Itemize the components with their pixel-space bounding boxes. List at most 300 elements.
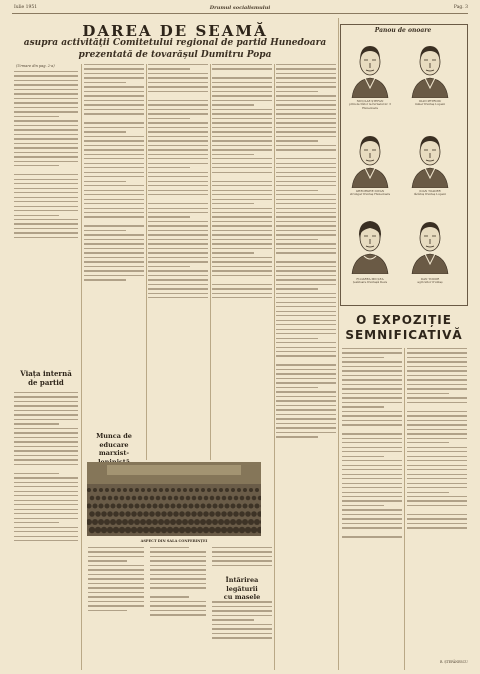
text-line — [148, 82, 208, 83]
audience-head — [165, 504, 170, 509]
text-line — [14, 201, 78, 202]
text-line — [148, 279, 208, 280]
audience-head — [93, 504, 98, 509]
text-line — [14, 396, 78, 397]
exhibition-title-1: O EXPOZIȚIE — [356, 313, 452, 327]
text-line — [407, 496, 467, 497]
text-line — [276, 145, 336, 146]
text-line — [148, 77, 208, 78]
text-line — [148, 118, 190, 119]
audience-head — [252, 496, 257, 501]
column-rule-4 — [274, 64, 275, 670]
text-line — [84, 145, 144, 146]
text-line — [148, 127, 208, 128]
text-line — [342, 496, 402, 497]
text-line — [84, 234, 144, 235]
audience-head — [176, 519, 182, 525]
audience-head — [101, 511, 107, 517]
audience-head — [144, 496, 149, 501]
audience-head — [200, 519, 206, 525]
text-line — [276, 95, 336, 96]
text-line — [148, 176, 208, 177]
text-line — [212, 145, 272, 146]
text-line — [212, 257, 272, 258]
text-line — [14, 125, 78, 126]
text-line — [212, 239, 272, 240]
text-line — [14, 441, 78, 442]
audience-head — [177, 488, 181, 492]
audience-head — [228, 496, 233, 501]
text-line — [84, 212, 144, 213]
text-line — [14, 540, 78, 541]
audience-head — [212, 519, 218, 525]
text-line — [212, 221, 272, 222]
text-line — [276, 118, 336, 119]
text-line — [407, 411, 467, 412]
audience-head — [105, 504, 110, 509]
text-column-5 — [276, 64, 336, 670]
text-line — [84, 216, 144, 217]
text-line — [14, 509, 78, 510]
audience-head — [134, 519, 140, 525]
text-line — [14, 468, 78, 469]
text-line — [14, 437, 78, 438]
text-line — [148, 234, 208, 235]
portrait-4 — [410, 130, 450, 188]
text-line — [276, 77, 336, 78]
audience-head — [216, 496, 221, 501]
audience-head — [201, 504, 206, 509]
text-line — [276, 176, 336, 177]
audience-head — [215, 511, 221, 517]
text-line — [14, 450, 78, 451]
text-line — [276, 432, 336, 433]
audience-head — [240, 496, 245, 501]
text-line — [84, 230, 126, 231]
text-line — [212, 270, 272, 271]
audience-head — [89, 511, 95, 517]
section-heading-1 — [14, 370, 78, 387]
audience-head — [162, 496, 167, 501]
text-line — [407, 361, 467, 362]
audience-head — [210, 496, 215, 501]
audience-head — [201, 488, 205, 492]
text-line — [276, 382, 336, 383]
audience-head — [141, 488, 145, 492]
audience-head — [209, 527, 216, 534]
exhibition-column-1 — [342, 348, 402, 668]
audience-head — [149, 527, 156, 534]
text-line — [276, 423, 336, 424]
audience-head — [111, 488, 115, 492]
text-line — [342, 527, 402, 528]
text-line — [212, 569, 272, 570]
audience-head — [233, 511, 239, 517]
audience-head — [188, 519, 194, 525]
text-line — [148, 158, 208, 159]
portrait-drawing — [350, 130, 390, 188]
portrait-1-name: NICOLAE ȘTEFAN — [356, 99, 384, 103]
audience-head — [129, 488, 133, 492]
text-line — [407, 438, 467, 439]
text-line — [407, 492, 449, 493]
text-line — [212, 154, 254, 155]
audience-head — [167, 527, 174, 534]
text-line — [276, 199, 336, 200]
audience-head — [102, 496, 107, 501]
text-line — [212, 122, 272, 123]
text-line — [148, 248, 208, 249]
text-line — [276, 257, 336, 258]
audience-head — [171, 488, 175, 492]
text-line — [150, 601, 206, 602]
audience-head — [92, 519, 98, 525]
audience-head — [192, 496, 197, 501]
text-line — [212, 118, 272, 119]
text-line — [148, 190, 208, 191]
text-line — [276, 409, 336, 410]
running-head-date: Iulie 1951 — [14, 5, 38, 10]
text-line — [276, 378, 336, 379]
text-line — [212, 100, 272, 101]
text-line — [212, 243, 272, 244]
portrait-2-role: miner fruntaș Lupeni — [414, 102, 446, 107]
text-line — [276, 190, 318, 191]
text-line — [14, 188, 78, 189]
text-line — [212, 131, 272, 132]
text-line — [342, 483, 402, 484]
text-line — [14, 102, 78, 103]
audience-head — [204, 496, 209, 501]
text-line — [84, 279, 126, 280]
text-line — [276, 270, 336, 271]
text-line — [14, 165, 59, 166]
audience-head — [213, 488, 217, 492]
audience-head — [173, 511, 179, 517]
text-line — [14, 228, 78, 229]
text-line — [88, 596, 144, 597]
text-line — [14, 455, 78, 456]
audience-head — [93, 488, 97, 492]
audience-head — [189, 488, 193, 492]
text-line — [342, 442, 402, 443]
text-line — [276, 252, 336, 253]
text-line — [407, 357, 467, 358]
audience-head — [237, 488, 241, 492]
text-line — [84, 122, 144, 123]
text-line — [342, 393, 402, 394]
text-line — [14, 491, 78, 492]
exhibition-title-2: SEMNIFICATIVĂ — [345, 328, 463, 342]
text-line — [88, 547, 144, 548]
text-line — [148, 104, 208, 105]
text-line — [14, 428, 78, 429]
text-line — [276, 284, 336, 285]
text-line — [407, 420, 467, 421]
text-line — [212, 176, 272, 177]
text-line — [212, 275, 272, 276]
text-line — [407, 393, 449, 394]
audience-head — [227, 527, 234, 534]
text-line — [342, 366, 402, 367]
text-line — [88, 614, 144, 615]
text-line — [407, 379, 467, 380]
text-line — [342, 388, 402, 389]
text-line — [212, 288, 272, 289]
audience-head — [185, 511, 191, 517]
text-line — [84, 163, 144, 164]
text-line — [148, 266, 190, 267]
audience-head — [111, 504, 116, 509]
audience-head — [101, 527, 108, 534]
text-line — [212, 199, 272, 200]
text-line — [84, 77, 144, 78]
text-line — [276, 163, 336, 164]
text-line — [276, 338, 318, 339]
text-line — [148, 181, 208, 182]
text-line — [84, 95, 144, 96]
text-line — [88, 592, 144, 593]
text-line — [148, 194, 208, 195]
text-line — [276, 194, 336, 195]
text-line — [14, 518, 78, 519]
audience-head — [114, 496, 119, 501]
section-heading-1-line-2: de partid — [28, 377, 64, 387]
text-line — [212, 556, 272, 557]
audience-head — [234, 496, 239, 501]
text-line — [276, 396, 336, 397]
audience-head — [236, 519, 242, 525]
text-line — [342, 532, 402, 533]
audience-head — [99, 488, 103, 492]
text-line — [342, 370, 402, 371]
text-line — [212, 73, 272, 74]
text-line — [276, 342, 336, 343]
portrait-drawing — [410, 216, 450, 274]
text-line — [342, 478, 402, 479]
exhibition-column-rule — [404, 348, 405, 670]
portrait-1-role: prim-lucrător la furnalul nr. 3 Hunedoara — [349, 102, 391, 110]
text-line — [276, 172, 336, 173]
text-line — [212, 77, 272, 78]
text-line — [14, 232, 78, 233]
text-line — [407, 375, 467, 376]
section-heading-1-line-1: Viața internă — [20, 369, 72, 378]
text-line — [276, 355, 336, 356]
column-rule-2 — [146, 64, 147, 460]
audience-head — [182, 519, 188, 525]
text-line — [148, 145, 208, 146]
text-line — [342, 465, 402, 466]
text-line — [14, 473, 59, 474]
text-line — [276, 212, 336, 213]
text-line — [342, 487, 402, 488]
audience-head — [138, 496, 143, 501]
audience-head — [186, 496, 191, 501]
text-line — [148, 91, 208, 92]
audience-head — [189, 504, 194, 509]
portrait-5 — [350, 216, 390, 274]
audience-head — [243, 488, 247, 492]
text-line — [84, 181, 126, 182]
audience-head — [180, 496, 185, 501]
text-line — [84, 270, 144, 271]
text-line — [14, 410, 78, 411]
text-line — [276, 122, 336, 123]
text-line — [212, 624, 272, 625]
text-line — [276, 400, 336, 401]
text-line — [212, 279, 272, 280]
text-line — [212, 203, 254, 204]
text-line — [14, 522, 59, 523]
text-line — [276, 203, 336, 204]
conference-hall-photo — [87, 462, 261, 536]
text-line — [342, 456, 384, 457]
text-line — [276, 225, 336, 226]
audience-head — [99, 504, 104, 509]
text-line — [276, 387, 318, 388]
text-line — [88, 587, 144, 588]
audience-head — [120, 496, 125, 501]
text-line — [276, 104, 336, 105]
text-line — [14, 392, 78, 393]
text-line — [84, 261, 144, 262]
portrait-4-name: IOAN TOADER — [419, 189, 441, 193]
audience-head — [141, 504, 146, 509]
text-line — [342, 406, 384, 407]
text-line — [150, 551, 206, 552]
portrait-3-role: strungar fruntaș Hunedoara — [349, 192, 391, 197]
text-line — [14, 98, 78, 99]
audience-head — [246, 496, 251, 501]
text-line — [150, 565, 206, 566]
text-line — [14, 223, 78, 224]
audience-head — [221, 527, 228, 534]
text-line — [14, 174, 78, 175]
audience-head — [116, 519, 122, 525]
audience-head — [90, 496, 95, 501]
audience-head — [225, 488, 229, 492]
text-line — [14, 527, 78, 528]
text-line — [14, 156, 78, 157]
audience-head — [132, 496, 137, 501]
text-line — [148, 95, 208, 96]
text-line — [150, 592, 206, 593]
audience-head — [174, 496, 179, 501]
text-line — [14, 147, 78, 148]
photo-caption: ASPECT DIN SALA CONFERINȚEI — [140, 539, 208, 543]
text-line — [84, 73, 144, 74]
text-line — [88, 565, 144, 566]
text-column-4b — [212, 547, 272, 573]
text-line — [342, 469, 402, 470]
audience-head — [156, 496, 161, 501]
portrait-4-role: lăcătuș fruntaș Lupeni — [414, 192, 446, 197]
audience-head — [159, 504, 164, 509]
portrait-drawing — [410, 130, 450, 188]
text-line — [150, 614, 206, 615]
text-line — [276, 64, 336, 65]
text-line — [14, 183, 78, 184]
text-line — [150, 574, 206, 575]
text-line — [14, 237, 78, 238]
text-line — [276, 239, 318, 240]
text-line — [342, 514, 402, 515]
text-line — [88, 574, 144, 575]
text-line — [84, 172, 144, 173]
audience-head — [128, 519, 134, 525]
text-line — [150, 605, 206, 606]
text-line — [407, 397, 467, 398]
audience-head — [125, 511, 131, 517]
text-line — [212, 181, 272, 182]
text-line — [84, 203, 144, 204]
text-line — [212, 601, 272, 602]
text-line — [276, 140, 318, 141]
text-line — [212, 284, 272, 285]
audience-head — [209, 511, 215, 517]
text-line — [407, 402, 467, 403]
text-line — [212, 190, 272, 191]
text-line — [342, 438, 402, 439]
text-line — [212, 633, 272, 634]
text-line — [276, 293, 336, 294]
section-heading-3-line-2: cu masele — [223, 593, 261, 601]
portrait-5-name: FLOAREA MICLEA — [356, 277, 384, 281]
text-line — [407, 465, 467, 466]
audience-head — [158, 519, 164, 525]
article-byline: (Urmare din pag. 2-a) — [16, 64, 55, 68]
portrait-drawing — [350, 216, 390, 274]
text-line — [88, 569, 144, 570]
audience-head — [155, 511, 161, 517]
text-line — [84, 252, 144, 253]
text-line — [276, 391, 336, 392]
text-line — [212, 95, 272, 96]
audience-head — [213, 504, 218, 509]
text-line — [407, 447, 467, 448]
audience-head — [153, 504, 158, 509]
text-line — [148, 293, 208, 294]
audience-head — [131, 511, 137, 517]
audience-head — [143, 511, 149, 517]
audience-head — [221, 511, 227, 517]
text-line — [212, 158, 272, 159]
audience-head — [224, 519, 230, 525]
text-line — [276, 360, 336, 361]
text-line — [342, 348, 402, 349]
text-line — [212, 208, 272, 209]
text-line — [212, 597, 272, 598]
portrait-6-caption — [403, 278, 457, 285]
text-column-3b — [150, 547, 206, 670]
text-line — [276, 230, 336, 231]
audience-head — [179, 527, 186, 534]
audience-head — [222, 496, 227, 501]
text-line — [342, 500, 402, 501]
text-line — [148, 167, 190, 168]
audience-head — [105, 488, 109, 492]
audience-head — [255, 504, 260, 509]
column-rule-1 — [81, 64, 82, 670]
text-line — [148, 64, 208, 65]
text-line — [212, 167, 272, 168]
audience-head — [164, 519, 170, 525]
text-line — [276, 149, 336, 150]
text-line — [407, 352, 467, 353]
text-line — [14, 143, 78, 144]
audience-head — [98, 519, 104, 525]
